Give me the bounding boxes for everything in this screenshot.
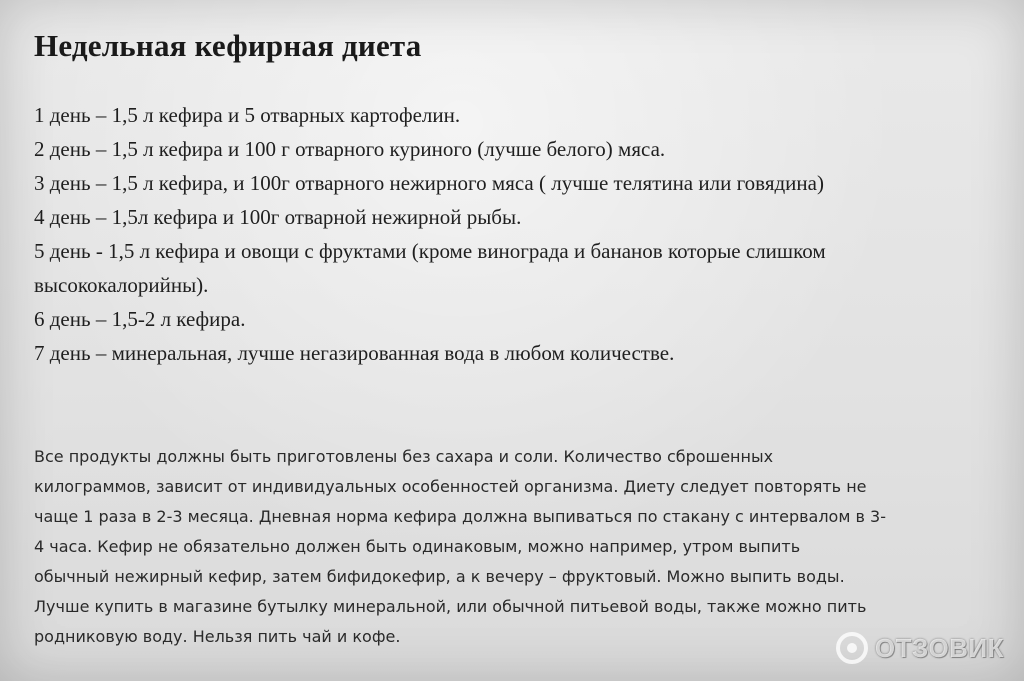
- diet-day-list: [34, 98, 1019, 370]
- diet-notes: [34, 442, 1009, 652]
- notes-line-6: Лучше купить в магазине бутылку минеральной, или обычной питьевой воды, также можно пить: [34, 597, 867, 616]
- diet-day-7: 7 день – минеральная, лучше негазированная вода в любом количестве.: [34, 341, 675, 365]
- notes-line-5: обычный нежирный кефир, затем бифидокефир, а к вечеру – фруктовый. Можно выпить воды.: [34, 567, 845, 586]
- diet-day-3: 3 день – 1,5 л кефира, и 100г отварного нежирного мяса ( лучше телятина или говядина): [34, 171, 824, 195]
- notes-line-7: родниковую воду. Нельзя пить чай и кофе.: [34, 627, 401, 646]
- diet-day-2: 2 день – 1,5 л кефира и 100 г отварного куриного (лучше белого) мяса.: [34, 137, 666, 161]
- diet-day-6: 6 день – 1,5-2 л кефира.: [34, 307, 246, 331]
- watermark-text: ОТЗОВИК: [874, 632, 1004, 663]
- notes-line-2: килограммов, зависит от индивидуальных особенностей организма. Диету следует повторять не: [34, 477, 867, 496]
- notes-line-1: Все продукты должны быть приготовлены без сахара и соли. Количество сброшенных: [34, 447, 774, 466]
- otzovik-logo-icon: [835, 631, 869, 665]
- diet-day-1: 1 день – 1,5 л кефира и 5 отварных картофелин.: [34, 103, 461, 127]
- diet-day-5: 5 день - 1,5 л кефира и овощи с фруктами (кроме винограда и бананов которые слишком: [34, 239, 826, 263]
- notes-line-4: 4 часа. Кефир не обязательно должен быть одинаковым, можно например, утром выпить: [34, 537, 801, 556]
- diet-day-5-continued: высококалорийны).: [34, 273, 209, 297]
- document-title: Недельная кефирная диета: [34, 28, 422, 63]
- diet-day-4: 4 день – 1,5л кефира и 100г отварной нежирной рыбы.: [34, 205, 522, 229]
- notes-line-3: чаще 1 раза в 2-3 месяца. Дневная норма кефира должна выпиваться по стакану с интервалом в 3-: [34, 507, 886, 526]
- otzovik-watermark: [835, 631, 1004, 665]
